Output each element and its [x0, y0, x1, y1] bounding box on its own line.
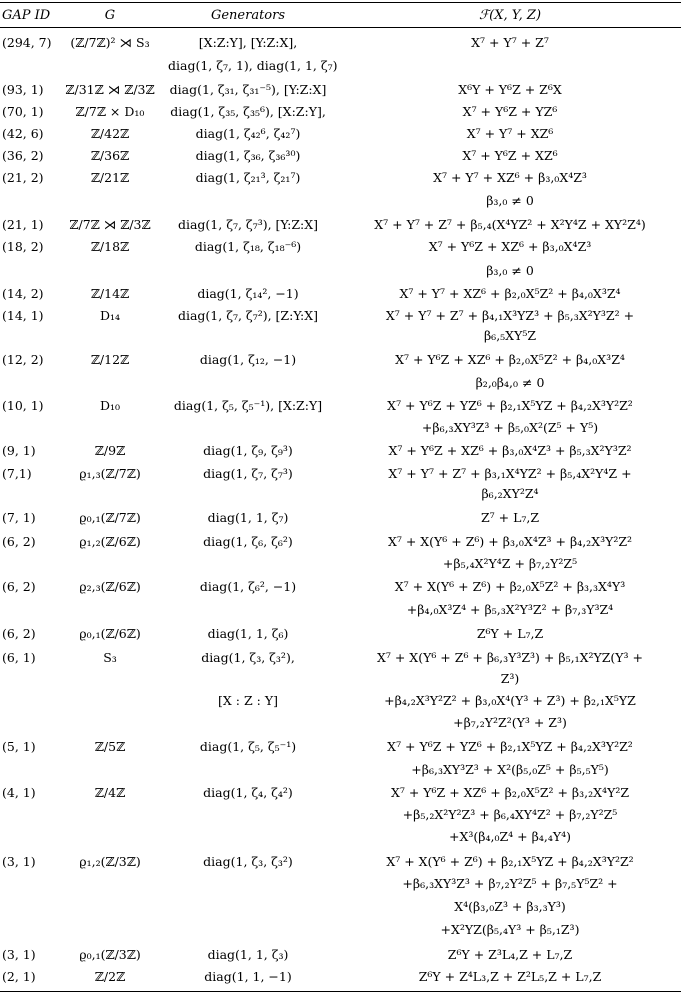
group-cell: ϱ₀,₁(ℤ/3ℤ) — [79, 947, 141, 962]
group-cell: ℤ/9ℤ — [94, 443, 126, 458]
header-polynomial: ℱ(X, Y, Z) — [478, 8, 542, 23]
table-bottom-rule — [0, 991, 681, 992]
header-group: G — [104, 8, 116, 23]
group-cell: ℤ/7ℤ × D₁₀ — [75, 104, 145, 119]
group-cell: D₁₄ — [99, 308, 121, 323]
polynomial-cell: X⁷ + Y⁷ + XZ⁶ + β₂,₀X⁵Z² + β₄,₀X³Z⁴ — [399, 286, 621, 301]
generators-cell: diag(1, ζ₃, ζ₃²), — [201, 650, 295, 665]
gap-id-cell: (6, 1) — [2, 650, 36, 665]
gap-id-cell: (7,1) — [2, 466, 32, 481]
header-generators: Generators — [210, 8, 286, 23]
polynomial-cell: X⁶Y + Y⁶Z + Z⁶X — [458, 82, 562, 97]
group-cell: (ℤ/7ℤ)² ⋊ S₃ — [70, 35, 150, 50]
gap-id-cell: (6, 2) — [2, 626, 36, 641]
polynomial-cell: X⁷ + Y⁶Z + YZ⁶ + β₂,₁X⁵YZ + β₄,₂X³Y²Z² — [387, 398, 633, 413]
generators-cell: [X:Z:Y], [Y:Z:X], — [198, 35, 298, 50]
generators-cell: diag(1, ζ₅, ζ₅⁻¹) — [199, 739, 297, 754]
gap-id-cell: (7, 1) — [2, 510, 36, 525]
group-cell: ϱ₁,₂(ℤ/6ℤ) — [79, 534, 141, 549]
group-cell: ℤ/5ℤ — [94, 739, 126, 754]
group-cell: D₁₀ — [99, 398, 121, 413]
polynomial-cell: +X³(β₄,₀Z⁴ + β₄,₄Y⁴) — [449, 829, 571, 844]
generators-cell: diag(1, ζ₅, ζ₅⁻¹), [X:Z:Y] — [173, 398, 323, 413]
polynomial-cell: X⁷ + Y⁷ + XZ⁶ — [466, 126, 554, 141]
polynomial-cell: X⁷ + X(Y⁶ + Z⁶) + β₂,₀X⁵Z² + β₃,₃X⁴Y³ — [394, 579, 626, 594]
polynomial-cell: X⁷ + Y⁷ + Z⁷ — [471, 35, 549, 50]
gap-id-cell: (9, 1) — [2, 443, 36, 458]
polynomial-cell: X⁷ + Y⁷ + Z⁷ + β₃,₁X⁴YZ² + β₅,₄X²Y⁴Z + — [388, 466, 632, 481]
group-cell: ℤ/42ℤ — [90, 126, 130, 141]
group-cell: ϱ₀,₁(ℤ/6ℤ) — [79, 626, 141, 641]
generators-cell: diag(1, ζ₇, ζ₇²), [Z:Y:X] — [177, 308, 319, 323]
polynomial-cell: X⁷ + Y⁶Z + XZ⁶ + β₃,₀X⁴Z³ + β₅,₃X²Y³Z² — [388, 443, 632, 458]
gap-id-cell: (6, 2) — [2, 534, 36, 549]
polynomial-cell: Z⁶Y + L₇,Z — [476, 626, 544, 641]
generators-cell: diag(1, ζ₁₂, −1) — [199, 352, 297, 367]
gap-id-cell: (14, 1) — [2, 308, 44, 323]
generators-cell: diag(1, ζ₃₁, ζ₃₁⁻⁵), [Y:Z:X] — [169, 82, 327, 97]
polynomial-cell: X⁷ + Y⁶Z + YZ⁶ + β₂,₁X⁵YZ + β₄,₂X³Y²Z² — [387, 739, 633, 754]
generators-cell: diag(1, ζ₇, ζ₇³) — [203, 466, 293, 481]
polynomial-cell: X⁷ + Y⁷ + Z⁷ + β₄,₁X³YZ³ + β₅,₃X²Y³Z² + — [385, 308, 635, 323]
polynomial-cell: X⁷ + X(Y⁶ + Z⁶) + β₃,₀X⁴Z³ + β₄,₂X³Y²Z² — [387, 534, 633, 549]
polynomial-cell: X⁷ + Y⁶Z + XZ⁶ — [462, 148, 558, 163]
gap-id-cell: (21, 2) — [2, 170, 44, 185]
polynomial-cell: β₆,₅XY⁵Z — [483, 328, 537, 343]
gap-id-cell: (21, 1) — [2, 217, 44, 232]
gap-id-cell: (3, 1) — [2, 854, 36, 869]
group-cell: ϱ₂,₃(ℤ/6ℤ) — [79, 579, 141, 594]
polynomial-cell: β₂,₀β₄,₀ ≠ 0 — [475, 375, 545, 390]
gap-id-cell: (14, 2) — [2, 286, 44, 301]
polynomial-cell: β₃,₀ ≠ 0 — [486, 193, 534, 208]
gap-id-cell: (5, 1) — [2, 739, 36, 754]
group-cell: ℤ/2ℤ — [94, 969, 126, 984]
polynomial-cell: +β₆,₃XY³Z³ + X²(β₅,₀Z⁵ + β₅,₅Y⁵) — [411, 762, 609, 777]
gap-id-cell: (294, 7) — [2, 35, 52, 50]
generators-cell: diag(1, ζ₆², −1) — [199, 579, 297, 594]
generators-cell: diag(1, ζ₃₅, ζ₃₅⁶), [X:Z:Y], — [170, 104, 326, 119]
generators-cell: [X : Z : Y] — [218, 693, 278, 708]
group-cell: S₃ — [103, 650, 117, 665]
generators-cell: diag(1, ζ₁₈, ζ₁₈⁻⁶) — [194, 239, 302, 254]
generators-cell: diag(1, ζ₃₆, ζ₃₆³⁰) — [195, 148, 301, 163]
generators-cell: diag(1, ζ₃, ζ₃²) — [203, 854, 293, 869]
polynomial-cell: X⁷ + X(Y⁶ + Z⁶) + β₂,₁X⁵YZ + β₄,₂X³Y²Z² — [386, 854, 634, 869]
generators-cell: diag(1, ζ₉, ζ₉³) — [203, 443, 293, 458]
polynomial-cell: +β₄,₂X³Y²Z² + β₃,₀X⁴(Y³ + Z³) + β₂,₁X⁵YZ — [384, 693, 636, 708]
gap-id-cell: (12, 2) — [2, 352, 44, 367]
group-cell: ℤ/14ℤ — [90, 286, 130, 301]
gap-id-cell: (42, 6) — [2, 126, 44, 141]
polynomial-cell: Z³) — [500, 671, 520, 686]
gap-id-cell: (93, 1) — [2, 82, 44, 97]
polynomial-cell: X⁷ + Y⁶Z + XZ⁶ + β₃,₀X⁴Z³ — [428, 239, 592, 254]
generators-cell: diag(1, ζ₇, 1), diag(1, 1, ζ₇) — [168, 58, 338, 73]
group-cell: ℤ/18ℤ — [90, 239, 130, 254]
group-cell: ℤ/31ℤ ⋊ ℤ/3ℤ — [65, 82, 155, 97]
polynomial-cell: +β₅,₂X²Y²Z³ + β₆,₄XY⁴Z² + β₇,₂Y²Z⁵ — [402, 807, 618, 822]
gap-id-cell: (36, 2) — [2, 148, 44, 163]
polynomial-cell: X⁴(β₃,₀Z³ + β₃,₃Y³) — [454, 899, 566, 914]
polynomial-cell: X⁷ + X(Y⁶ + Z⁶ + β₆,₃Y³Z³) + β₅,₁X²YZ(Y³ + — [376, 650, 644, 665]
gap-id-cell: (18, 2) — [2, 239, 44, 254]
group-cell: ϱ₁,₃(ℤ/7ℤ) — [79, 466, 141, 481]
gap-id-cell: (6, 2) — [2, 579, 36, 594]
group-cell: ϱ₁,₂(ℤ/3ℤ) — [79, 854, 141, 869]
generators-cell: diag(1, 1, ζ₃) — [207, 947, 289, 962]
gap-id-cell: (3, 1) — [2, 947, 36, 962]
group-cell: ℤ/7ℤ ⋊ ℤ/3ℤ — [69, 217, 151, 232]
generators-cell: diag(1, 1, ζ₇) — [207, 510, 289, 525]
polynomial-cell: +β₆,₃XY³Z³ + β₅,₀X²(Z⁵ + Y⁵) — [421, 420, 599, 435]
polynomial-cell: +β₄,₀X³Z⁴ + β₅,₃X²Y³Z² + β₇,₃Y³Z⁴ — [406, 602, 614, 617]
polynomial-cell: +β₅,₄X²Y⁴Z + β₇,₂Y²Z⁵ — [442, 556, 578, 571]
polynomial-cell: +β₇,₂Y²Z²(Y³ + Z³) — [453, 715, 567, 730]
group-cell: ℤ/36ℤ — [90, 148, 130, 163]
polynomial-cell: +X²YZ(β₅,₄Y³ + β₅,₁Z³) — [440, 922, 580, 937]
header-gap-id: GAP ID — [2, 8, 51, 23]
group-cell: ϱ₀,₁(ℤ/7ℤ) — [79, 510, 141, 525]
generators-cell: diag(1, 1, −1) — [204, 969, 292, 984]
gap-id-cell: (2, 1) — [2, 969, 36, 984]
header-rule — [0, 27, 681, 28]
polynomial-cell: +β₆,₃XY³Z³ + β₇,₂Y²Z⁵ + β₇,₅Y⁵Z² + — [402, 876, 618, 891]
gap-id-cell: (10, 1) — [2, 398, 44, 413]
gap-id-cell: (70, 1) — [2, 104, 44, 119]
gap-id-cell: (4, 1) — [2, 785, 36, 800]
generators-cell: diag(1, ζ₄, ζ₄²) — [203, 785, 293, 800]
group-cell: ℤ/12ℤ — [90, 352, 130, 367]
generators-cell: diag(1, ζ₁₄², −1) — [197, 286, 299, 301]
polynomial-cell: X⁷ + Y⁶Z + YZ⁶ — [462, 104, 558, 119]
polynomial-cell: β₃,₀ ≠ 0 — [486, 263, 534, 278]
generators-cell: diag(1, ζ₄₂⁶, ζ₄₂⁷) — [195, 126, 301, 141]
group-cell: ℤ/4ℤ — [94, 785, 126, 800]
polynomial-cell: Z⁷ + L₇,Z — [480, 510, 540, 525]
polynomial-cell: X⁷ + Y⁷ + XZ⁶ + β₃,₀X⁴Z³ — [433, 170, 587, 185]
polynomial-cell: X⁷ + Y⁶Z + XZ⁶ + β₂,₀X⁵Z² + β₃,₂X⁴Y²Z — [390, 785, 630, 800]
polynomial-cell: Z⁶Y + Z⁴L₃,Z + Z²L₅,Z + L₇,Z — [418, 969, 602, 984]
table-top-rule — [0, 2, 681, 3]
generators-cell: diag(1, ζ₂₁³, ζ₂₁⁷) — [195, 170, 301, 185]
generators-cell: diag(1, ζ₇, ζ₇³), [Y:Z:X] — [177, 217, 319, 232]
polynomial-cell: X⁷ + Y⁷ + Z⁷ + β₅,₄(X⁴YZ² + X²Y⁴Z + XY²Z⁴) — [374, 217, 646, 232]
polynomial-cell: β₆,₂XY²Z⁴ — [481, 486, 539, 501]
polynomial-cell: Z⁶Y + Z³L₄,Z + L₇,Z — [447, 947, 573, 962]
generators-cell: diag(1, ζ₆, ζ₆²) — [203, 534, 293, 549]
polynomial-cell: X⁷ + Y⁶Z + XZ⁶ + β₂,₀X⁵Z² + β₄,₀X³Z⁴ — [395, 352, 625, 367]
group-cell: ℤ/21ℤ — [90, 170, 130, 185]
generators-cell: diag(1, 1, ζ₆) — [207, 626, 289, 641]
